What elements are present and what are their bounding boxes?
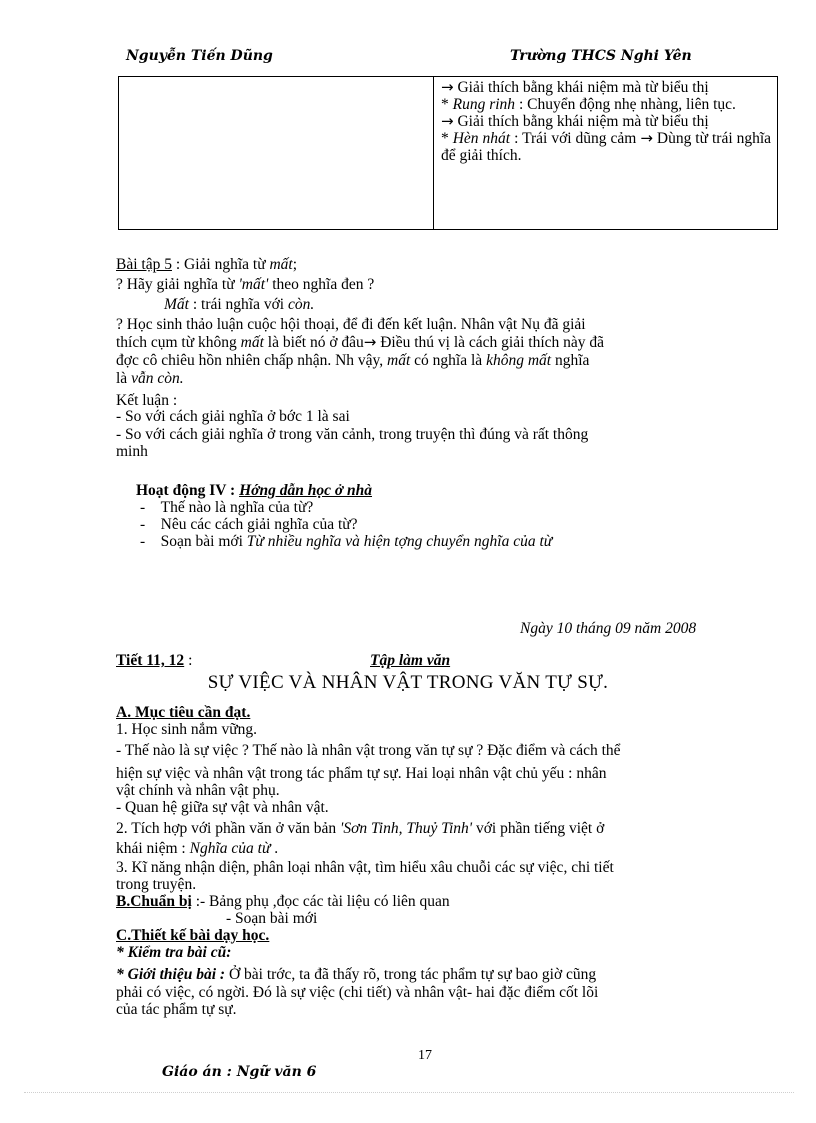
conclusion-item-2-line2: minh: [116, 443, 148, 460]
conclusion-item-2-line1: - So với cách giải nghĩa ở trong văn cảnh, trong truyện thì đúng và rất thông: [116, 426, 589, 443]
activity4-item-2: - Nêu các cách giải nghĩa của từ?: [140, 516, 358, 533]
exercise5-q2-line4: là vẫn còn.: [116, 370, 184, 387]
page-number: 17: [418, 1048, 432, 1063]
section-a-p2-line1: - Thế nào là sự việc ? Thế nào là nhân vật trong văn tự sự ? Đặc điểm và cách thể: [116, 742, 621, 759]
section-a-p5-line1: 3. Kĩ năng nhận diện, phân loại nhân vật, tìm hiểu xâu chuỗi các sự việc, chi tiết: [116, 859, 614, 876]
header-school: Trường THCS Nghi Yên: [510, 48, 692, 64]
footer-title: Giáo án : Ngữ văn 6: [162, 1064, 317, 1080]
right-arrow-icon: →: [441, 78, 454, 96]
table-right-cell: [441, 79, 771, 164]
section-b-line2: - Soạn bài mới: [226, 910, 318, 927]
lesson-subject: Tập làm văn: [370, 652, 451, 669]
section-a-p2-line2: hiện sự việc và nhân vật trong tác phẩm tự sự. Hai loại nhân vật chủ yếu : nhân: [116, 765, 607, 782]
section-c-intro-line1: * Giới thiệu bài : Ở bài trớc, ta đã thấy rõ, trong tác phẩm tự sự bao giờ cũng: [116, 966, 597, 983]
dash-bullet: -: [140, 516, 146, 533]
page-bottom-border: [24, 1092, 794, 1093]
right-arrow-icon: →: [640, 129, 653, 147]
section-b-line1: B.Chuẩn bị :- Bảng phụ ,đọc các tài liệu có liên quan: [116, 893, 450, 910]
section-a-p3: - Quan hệ giữa sự vật và nhân vật.: [116, 799, 329, 816]
continuation-table: [118, 76, 778, 230]
lesson-date: Ngày 10 tháng 09 năm 2008: [520, 620, 697, 637]
table-line: * Rung rinh : Chuyển động nhẹ nhàng, liên tục.: [441, 96, 736, 113]
exercise5-q2-line3: đợc cô chiêu hồn nhiên chấp nhận. Nh vậy, mất có nghĩa là không mất nghĩa: [116, 352, 590, 369]
exercise5-title-line: Bài tập 5 : Giải nghĩa từ mất;: [116, 256, 298, 273]
exercise5-q2-line1: ? Học sinh thảo luận cuộc hội thoại, để đi đến kết luận. Nhân vật Nụ đã giải: [116, 316, 586, 333]
exercise5-answer: Mất : trái nghĩa với còn.: [164, 296, 315, 313]
activity4-item-3: - Soạn bài mới Từ nhiều nghĩa và hiện tợng chuyển nghĩa của từ: [140, 533, 553, 550]
section-c-intro-line2: phải có việc, có ngời. Đó là sự việc (chi tiết) và nhân vật- hai đặc điểm cốt lõi: [116, 984, 599, 1001]
section-c-title: C.Thiết kế bài dạy học.: [116, 927, 270, 944]
dash-bullet: -: [140, 533, 146, 550]
section-a-title: A. Mục tiêu cần đạt.: [116, 704, 251, 721]
dash-bullet: -: [140, 499, 146, 516]
section-a-p4-line1: 2. Tích hợp với phần văn ở văn bản 'Sơn Tinh, Thuỷ Tinh' với phần tiếng việt ở: [116, 820, 605, 837]
right-arrow-icon: →: [363, 333, 377, 351]
conclusion-title: Kết luận :: [116, 392, 178, 409]
conclusion-item-1: - So với cách giải nghĩa ở bớc 1 là sai: [116, 408, 350, 425]
lesson-title: SỰ VIỆC VÀ NHÂN VẬT TRONG VĂN TỰ SỰ.: [207, 672, 609, 693]
table-line: * Hèn nhát : Trái với dũng cảm → Dùng từ trái nghĩa để giải thích.: [441, 129, 772, 164]
section-a-p1: 1. Học sinh nắm vững.: [116, 721, 257, 738]
section-a-p5-line2: trong truyện.: [116, 876, 197, 893]
section-a-p2-line3: vật chính và nhân vật phụ.: [116, 782, 280, 799]
table-line: → Giải thích bằng khái niệm mà từ biểu thị: [441, 112, 709, 130]
table-line: → Giải thích bằng khái niệm mà từ biểu thị: [441, 78, 709, 96]
table-column-divider: [433, 77, 434, 229]
activity4-item-1: - Thế nào là nghĩa của từ?: [140, 499, 314, 516]
section-a-p4-line2: khái niệm : Nghĩa của từ .: [116, 840, 279, 857]
section-c-intro-line3: của tác phẩm tự sự.: [116, 1001, 237, 1018]
exercise5-question1: ? Hãy giải nghĩa từ 'mất' theo nghĩa đen ?: [116, 276, 375, 293]
header-author: Nguyễn Tiến Dũng: [126, 48, 273, 64]
section-c-check: * Kiểm tra bài cũ:: [116, 944, 232, 961]
activity4-heading: Hoạt động IV : Hớng dẫn học ở nhà: [136, 482, 373, 499]
exercise5-q2-line2: thích cụm từ không mất là biết nó ở đâu→ Điều thú vị là cách giải thích này đã: [116, 333, 605, 351]
lesson-period: Tiết 11, 12 :: [116, 652, 193, 669]
right-arrow-icon: →: [441, 112, 454, 130]
